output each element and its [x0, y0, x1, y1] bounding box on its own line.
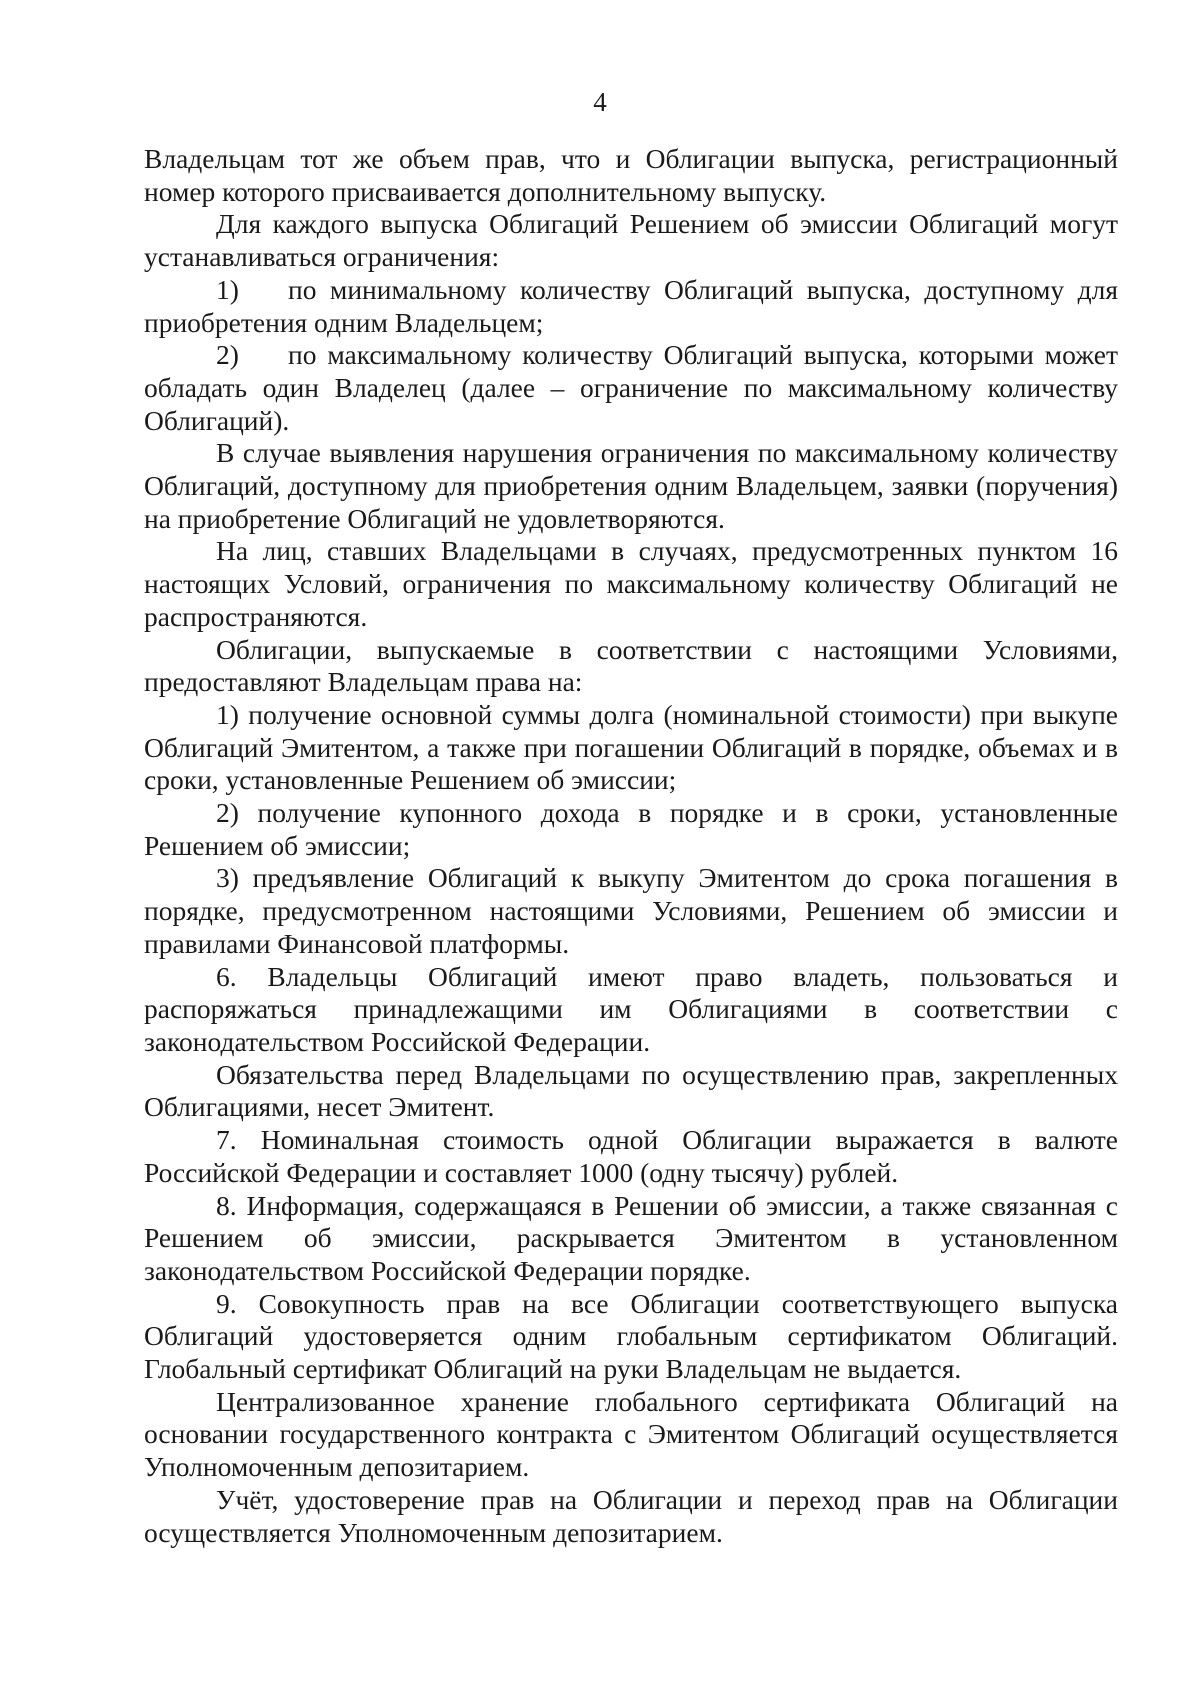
- paragraph: 2) получение купонного дохода в порядке и в сроки, установленные Решением об эмиссии;: [144, 797, 1118, 861]
- paragraph: Владельцам тот же объем прав, что и Облигации выпуска, регистрационный номер которого присваивается дополнительному выпуску.: [144, 143, 1118, 207]
- list-item: [144, 339, 1118, 437]
- list-item-number: 2): [216, 339, 239, 371]
- paragraph: Учёт, удостоверение прав на Облигации и переход прав на Облигации осуществляется Уполномоченным депозитарием.: [144, 1483, 1118, 1548]
- paragraph: Обязательства перед Владельцами по осуществлению прав, закрепленных Облигациями, несет Эмитент.: [144, 1058, 1118, 1123]
- list-item-number: 1): [216, 273, 239, 305]
- list-item-text: по минимальному количеству Облигаций выпуска, доступному для приобретения одним Владельцем;: [144, 273, 1118, 338]
- paragraph: 6. Владельцы Облигаций имеют право владеть, пользоваться и распоряжаться принадлежащими им Облигациями в соответствии с законодательством Российской Федерации.: [144, 960, 1118, 1057]
- document-body: [144, 143, 1118, 1549]
- paragraph: Для каждого выпуска Облигаций Решением об эмиссии Облигаций могут устанавливаться ограничения:: [144, 208, 1118, 273]
- paragraph: 1) получение основной суммы долга (номинальной стоимости) при выкупе Облигаций Эмитентом, а также при погашении Облигаций в порядке, объемах и в сроки, установленные Решением об эмиссии;: [144, 698, 1118, 796]
- page-number: 4: [593, 87, 607, 117]
- list-item-text: по максимальному количеству Облигаций выпуска, которыми может обладать один Владелец (далее – ограничение по максимальному количеству Облигаций).: [144, 339, 1118, 436]
- paragraph: 3) предъявление Облигаций к выкупу Эмитентом до срока погашения в порядке, предусмотренном настоящими Условиями, Решением об эмиссии и правилами Финансовой платформы.: [144, 862, 1118, 959]
- paragraph: Облигации, выпускаемые в соответствии с настоящими Условиями, предоставляют Владельцам права на:: [144, 633, 1118, 698]
- paragraph: На лиц, ставших Владельцами в случаях, предусмотренных пунктом 16 настоящих Условий, ограничения по максимальному количеству Облигаций не распространяются.: [144, 535, 1118, 632]
- paragraph: Централизованное хранение глобального сертификата Облигаций на основании государственного контракта с Эмитентом Облигаций осуществляется Уполномоченным депозитарием.: [144, 1385, 1118, 1483]
- list-item: [144, 274, 1118, 339]
- paragraph: 7. Номинальная стоимость одной Облигации выражается в валюте Российской Федерации и составляет 1000 (одну тысячу) рублей.: [144, 1124, 1118, 1188]
- paragraph: 8. Информация, содержащаяся в Решении об эмиссии, а также связанная с Решением об эмиссии, раскрывается Эмитентом в установленном законодательством Российской Федерации порядке.: [144, 1189, 1118, 1286]
- paragraph: 9. Совокупность прав на все Облигации соответствующего выпуска Облигаций удостоверяется одним глобальным сертификатом Облигаций. Глобальный сертификат Облигаций на руки Владельцам не выдается.: [144, 1287, 1118, 1385]
- paragraph: В случае выявления нарушения ограничения по максимальному количеству Облигаций, доступному для приобретения одним Владельцем, заявки (поручения) на приобретение Облигаций не удовлетворяются.: [144, 437, 1118, 534]
